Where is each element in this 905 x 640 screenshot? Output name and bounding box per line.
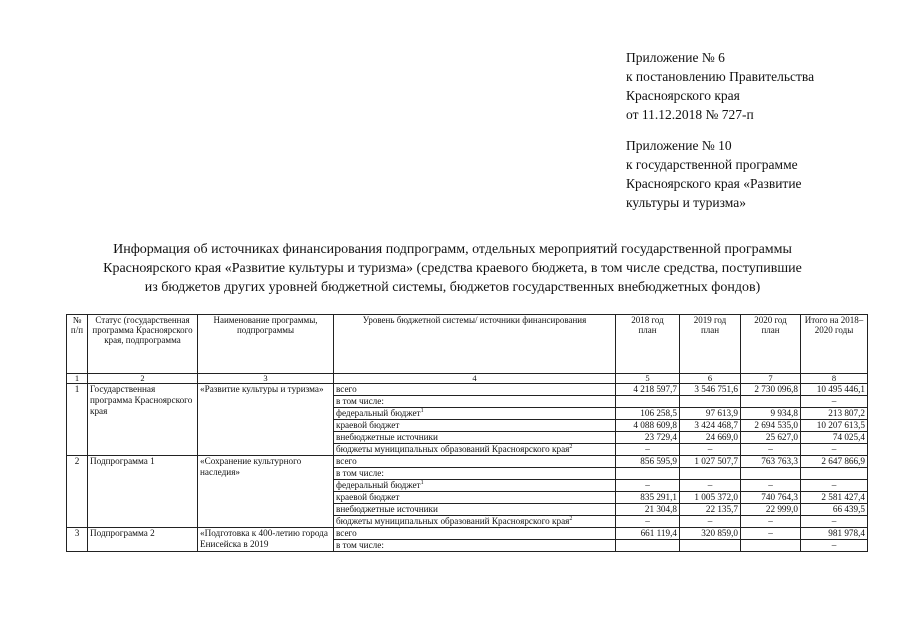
value-cell: 740 764,3	[741, 492, 801, 504]
value-cell: 2 694 535,0	[741, 420, 801, 432]
level-label: всего	[334, 528, 616, 540]
value-cell: 9 934,8	[741, 408, 801, 420]
value-cell: –	[801, 480, 868, 492]
value-cell: 3 424 468,7	[680, 420, 741, 432]
annex-6-header	[626, 48, 814, 124]
annex-10-header	[626, 136, 802, 212]
value-cell: 661 119,4	[616, 528, 680, 540]
col-number: 5	[616, 374, 680, 384]
table-row	[67, 384, 868, 396]
value-cell: 22 999,0	[741, 504, 801, 516]
annex-10-title: Приложение № 10	[626, 138, 732, 153]
value-cell: 4 218 597,7	[616, 384, 680, 396]
value-cell: 4 088 609,8	[616, 420, 680, 432]
value-cell: –	[801, 444, 868, 456]
value-cell: –	[741, 444, 801, 456]
title-line-2: Красноярского края «Развитие культуры и туризма» (средства краевого бюджета, в том числе средства, поступившие	[103, 261, 802, 276]
value-cell: 97 613,9	[680, 408, 741, 420]
value-cell: –	[741, 480, 801, 492]
row-num: 1	[67, 384, 88, 456]
annex-6-line2: к постановлению Правительства	[626, 69, 815, 84]
value-cell: –	[616, 444, 680, 456]
level-label: внебюджетные источники	[334, 432, 616, 444]
value-cell	[741, 540, 801, 552]
col-number: 3	[198, 374, 334, 384]
level-label: краевой бюджет	[334, 492, 616, 504]
col-number: 1	[67, 374, 88, 384]
annex-10-line4: культуры и туризма»	[626, 195, 746, 210]
annex-10-line2: к государственной программе	[626, 157, 798, 172]
level-label: в том числе:	[334, 540, 616, 552]
value-cell: –	[741, 528, 801, 540]
value-cell: 1 005 372,0	[680, 492, 741, 504]
value-cell: 21 304,8	[616, 504, 680, 516]
document-title	[40, 240, 865, 297]
value-cell	[616, 468, 680, 480]
value-cell: 2 730 096,8	[741, 384, 801, 396]
value-cell	[741, 468, 801, 480]
table-row	[67, 528, 868, 540]
value-cell: 2 581 427,4	[801, 492, 868, 504]
value-cell: 23 729,4	[616, 432, 680, 444]
value-cell: –	[741, 516, 801, 528]
row-program-name: «Развитие культуры и туризма»	[198, 384, 334, 456]
value-cell: 24 669,0	[680, 432, 741, 444]
value-cell: 25 627,0	[741, 432, 801, 444]
value-cell: 763 763,3	[741, 456, 801, 468]
value-cell: 10 207 613,5	[801, 420, 868, 432]
value-cell: 213 807,2	[801, 408, 868, 420]
annex-6-line3: Красноярского края	[626, 88, 740, 103]
level-label: в том числе:	[334, 396, 616, 408]
header-2019: 2019 год план	[680, 315, 741, 374]
col-number: 2	[88, 374, 198, 384]
header-total: Итого на 2018–2020 годы	[801, 315, 868, 374]
value-cell: –	[680, 516, 741, 528]
row-program-name: «Сохранение культурного наследия»	[198, 456, 334, 528]
header-2020: 2020 год план	[741, 315, 801, 374]
title-line-1: Информация об источниках финансирования подпрограмм, отдельных мероприятий государственной программы	[113, 242, 792, 257]
col-number: 6	[680, 374, 741, 384]
value-cell: –	[801, 396, 868, 408]
col-number: 7	[741, 374, 801, 384]
value-cell: 74 025,4	[801, 432, 868, 444]
level-label: бюджеты муниципальных образований Красноярского края$^2$	[334, 444, 616, 456]
value-cell	[616, 396, 680, 408]
value-cell: –	[680, 444, 741, 456]
row-program-name: «Подготовка к 400-летию города Енисейска в 2019	[198, 528, 334, 552]
level-label: всего	[334, 456, 616, 468]
value-cell: –	[801, 516, 868, 528]
value-cell: –	[680, 480, 741, 492]
value-cell: 1 027 507,7	[680, 456, 741, 468]
value-cell: –	[801, 540, 868, 552]
value-cell: –	[616, 480, 680, 492]
header-num: № п/п	[67, 315, 88, 374]
value-cell	[680, 540, 741, 552]
annex-6-date: от 11.12.2018 № 727-п	[626, 107, 754, 122]
value-cell	[680, 468, 741, 480]
value-cell	[616, 540, 680, 552]
value-cell: 320 859,0	[680, 528, 741, 540]
annex-10-line3: Красноярского края «Развитие	[626, 176, 802, 191]
value-cell: 10 495 446,1	[801, 384, 868, 396]
table-header-row	[67, 315, 868, 374]
value-cell: 856 595,9	[616, 456, 680, 468]
level-label: всего	[334, 384, 616, 396]
value-cell	[680, 396, 741, 408]
header-2018: 2018 год план	[616, 315, 680, 374]
value-cell	[741, 396, 801, 408]
header-level: Уровень бюджетной системы/ источники финансирования	[334, 315, 616, 374]
value-cell: –	[616, 516, 680, 528]
header-status: Статус (государственная программа Красноярского края, подпрограмма	[88, 315, 198, 374]
level-label: бюджеты муниципальных образований Красноярского края$^2$	[334, 516, 616, 528]
value-cell: 22 135,7	[680, 504, 741, 516]
row-num: 3	[67, 528, 88, 552]
level-label: федеральный бюджет$^1$	[334, 408, 616, 420]
value-cell: 106 258,5	[616, 408, 680, 420]
title-line-3: из бюджетов других уровней бюджетной системы, бюджетов государственных внебюджетных фондов)	[144, 280, 761, 295]
row-num: 2	[67, 456, 88, 528]
value-cell: 981 978,4	[801, 528, 868, 540]
value-cell: 66 439,5	[801, 504, 868, 516]
value-cell: 2 647 866,9	[801, 456, 868, 468]
row-status: Государственная программа Красноярского края	[88, 384, 198, 456]
level-label: в том числе:	[334, 468, 616, 480]
column-number-row	[67, 374, 868, 384]
col-number: 4	[334, 374, 616, 384]
header-name: Наименование программы, подпрограммы	[198, 315, 334, 374]
row-status: Подпрограмма 1	[88, 456, 198, 528]
col-number: 8	[801, 374, 868, 384]
value-cell: 835 291,1	[616, 492, 680, 504]
row-status: Подпрограмма 2	[88, 528, 198, 552]
value-cell	[801, 468, 868, 480]
financing-table	[66, 314, 868, 552]
annex-6-title: Приложение № 6	[626, 50, 725, 65]
level-label: краевой бюджет	[334, 420, 616, 432]
level-label: внебюджетные источники	[334, 504, 616, 516]
value-cell: 3 546 751,6	[680, 384, 741, 396]
table-row	[67, 456, 868, 468]
level-label: федеральный бюджет$^1$	[334, 480, 616, 492]
